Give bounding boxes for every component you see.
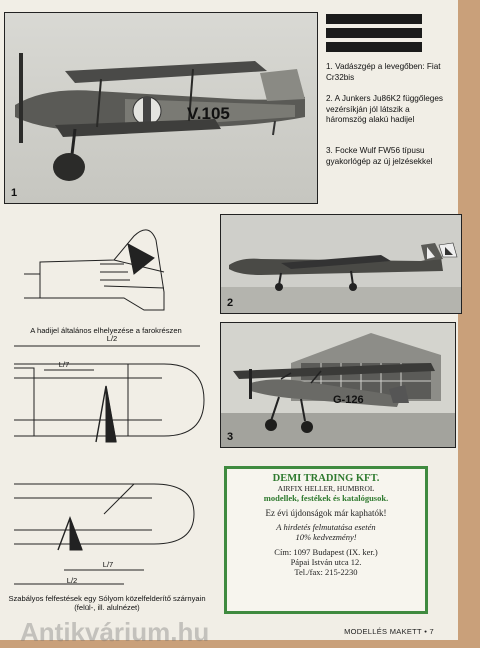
caption-3: 3. Focke Wulf FW56 típusu gyakorlógép az új jelzésekkel: [326, 146, 433, 166]
page-footer: MODELLÉS MAKETT • 7: [344, 627, 434, 636]
caption-1: 1. Vadászgép a levegőben: Fiat Cr32bis: [326, 62, 441, 82]
tail-drawing: [24, 230, 164, 310]
caption-bars: [326, 14, 422, 56]
ad-promo-line1: A hirdetés felmutatása esetén: [276, 522, 376, 532]
ad-company: DEMI TRADING KFT.: [272, 473, 380, 484]
drawing-panel: [4, 214, 208, 618]
fiat-biplane-image: [5, 13, 317, 203]
watermark: Antikvárium.hu: [20, 617, 210, 647]
photo-number: 1: [11, 187, 18, 199]
focke-wulf-image: [221, 323, 455, 447]
fiat-fuselage-marking: V.105: [187, 104, 230, 123]
footer-magazine: MODELLÉS MAKETT: [344, 627, 422, 636]
ad-news: Ez évi újdonságok már kaphatók!: [265, 508, 387, 518]
dim-label-seventh-top: L/7: [58, 360, 70, 369]
dim-label-half-top: L/2: [106, 334, 118, 343]
wing-caption: Szabályos felfestések egy Sólyom közelfelderítő szárnyain (felül-, ill. alulnézet): [8, 594, 206, 613]
dim-label-half-bottom: L/2: [66, 576, 78, 585]
ad-promo-line2: 10% kedvezmény!: [295, 532, 357, 542]
fw56-fuselage-marking: G-126: [333, 394, 364, 406]
wing-top-view: [14, 346, 204, 442]
photo-fiat-cr32: [4, 12, 318, 204]
tail-caption: A hadijel általános elhelyezése a farokrészen: [30, 326, 182, 335]
ad-brands: AIRFIX HELLER, HUMBROL: [277, 484, 375, 493]
photo-junkers: [220, 214, 462, 314]
tail-and-wing-drawings: [4, 214, 208, 618]
demi-trading-ad: [224, 466, 428, 614]
ad-items: modellek, festékek és katalógusok.: [263, 493, 389, 503]
caption-2: 2. A Junkers Ju86K2 függőleges vezérsíkján jól látszik a háromszög alakú hadijel: [326, 94, 443, 125]
photo-number: 3: [227, 431, 234, 443]
photo-focke-wulf: [220, 322, 456, 448]
footer-page-number: 7: [429, 627, 434, 636]
ad-phone: Tel./fax: 215-2230: [294, 567, 358, 578]
ad-address-line1: Cím: 1097 Budapest (IX. ker.): [274, 547, 378, 557]
dim-label-seventh-bottom: L/7: [102, 560, 114, 569]
ad-address-line2: Pápai István utca 12.: [290, 557, 362, 568]
junkers-image: [221, 215, 461, 313]
photo-number: 2: [227, 297, 234, 309]
